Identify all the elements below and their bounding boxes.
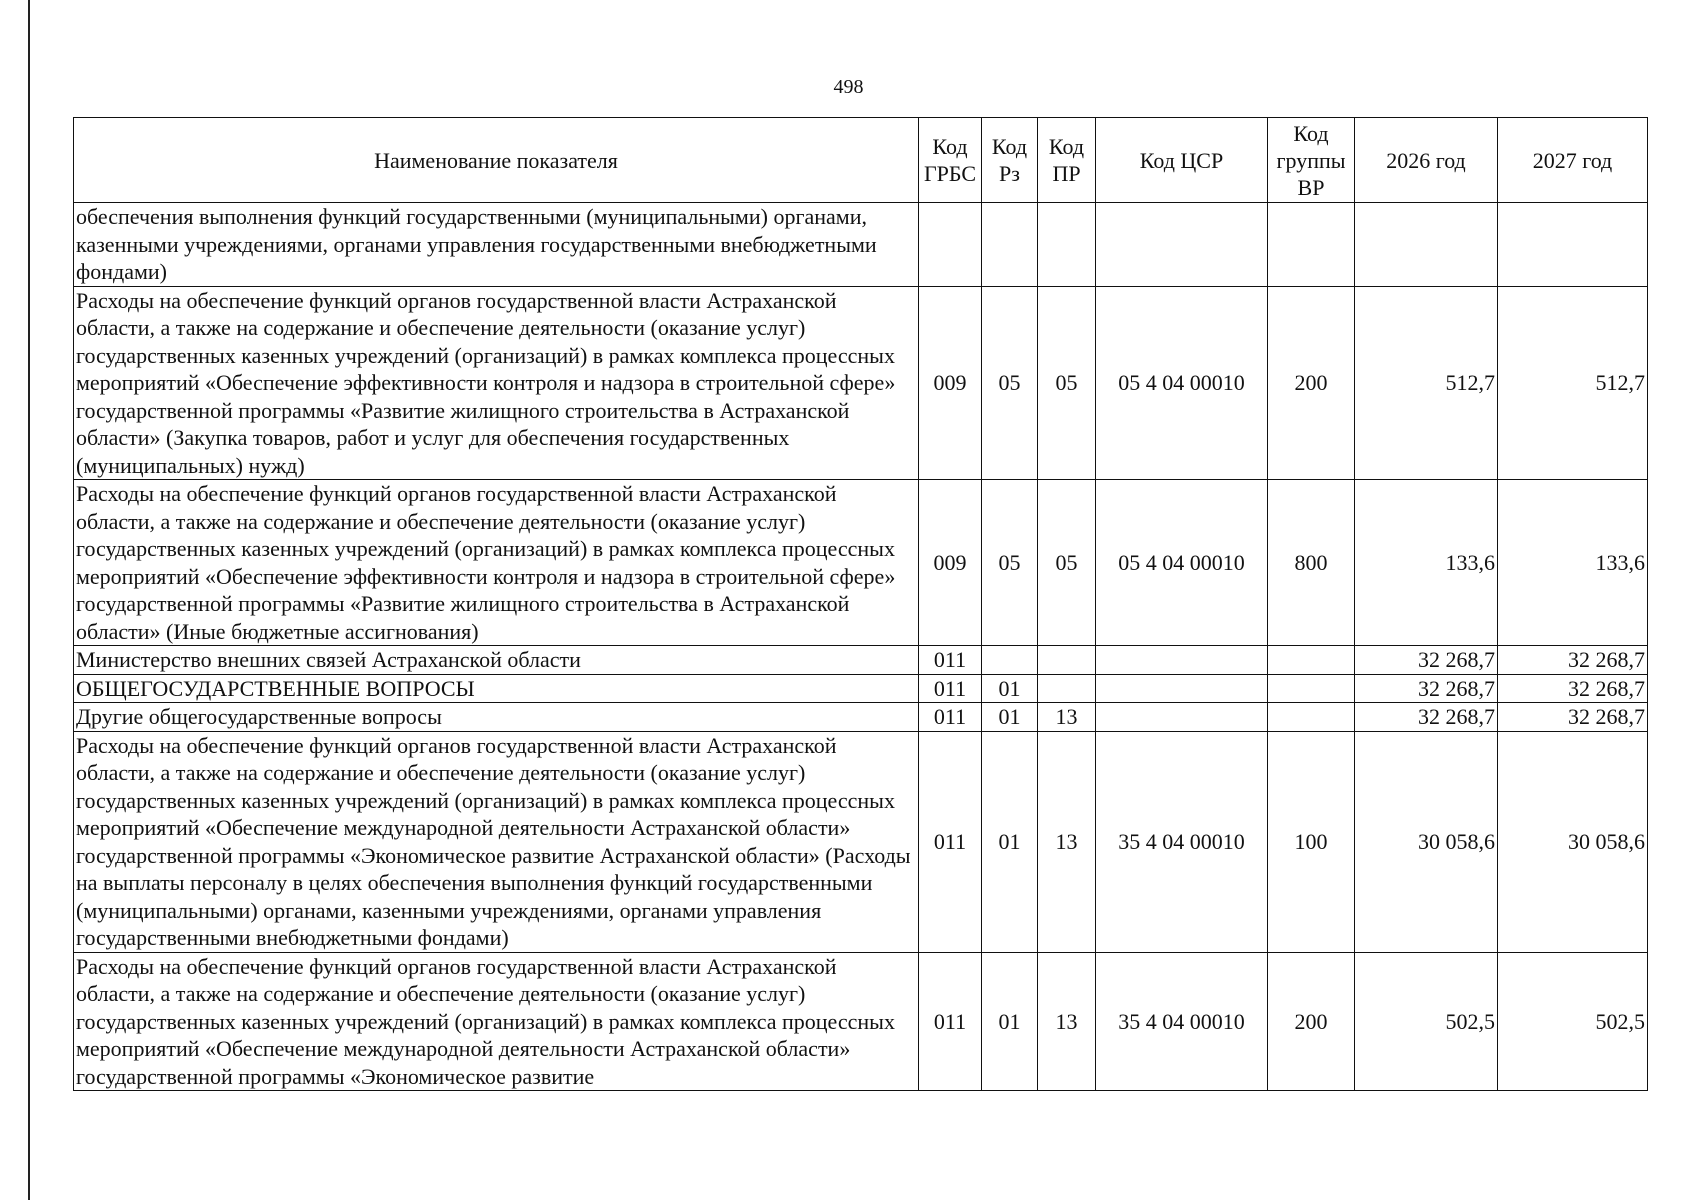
cell-rz: 01: [982, 703, 1038, 732]
cell-2026: 133,6: [1355, 480, 1498, 646]
table-row: [74, 203, 1648, 287]
cell-2026: 30 058,6: [1355, 731, 1498, 952]
cell-2027: [1498, 203, 1648, 287]
cell-csr: 35 4 04 00010: [1096, 952, 1268, 1091]
cell-name: Министерство внешних связей Астраханской области: [74, 646, 919, 675]
header-grbs: Код ГРБС: [919, 118, 982, 203]
cell-2026: 32 268,7: [1355, 703, 1498, 732]
cell-vr: 800: [1268, 480, 1355, 646]
cell-name: Расходы на обеспечение функций органов государственной власти Астраханской области, а также на содержание и обеспечение деятельности (оказание услуг) государственных казенных учреждений (организаций) в рамках комплекса процессных мероприятий «Обеспечение международной деятельности Астраханской области» государственной программы «Экономическое развитие: [74, 952, 919, 1091]
scan-edge-line: [28, 0, 30, 1200]
cell-vr: 200: [1268, 952, 1355, 1091]
cell-2027: 32 268,7: [1498, 703, 1648, 732]
table-row: [74, 674, 1648, 703]
table-row: [74, 703, 1648, 732]
cell-grbs: 009: [919, 480, 982, 646]
cell-pr: 13: [1038, 952, 1096, 1091]
cell-csr: [1096, 646, 1268, 675]
cell-vr: 100: [1268, 731, 1355, 952]
cell-2026: 502,5: [1355, 952, 1498, 1091]
header-2027: 2027 год: [1498, 118, 1648, 203]
cell-pr: [1038, 203, 1096, 287]
cell-vr: [1268, 646, 1355, 675]
header-csr: Код ЦСР: [1096, 118, 1268, 203]
header-rz: Код Рз: [982, 118, 1038, 203]
cell-2027: 512,7: [1498, 286, 1648, 480]
header-name: Наименование показателя: [74, 118, 919, 203]
cell-csr: 05 4 04 00010: [1096, 286, 1268, 480]
cell-2026: 512,7: [1355, 286, 1498, 480]
cell-2027: 32 268,7: [1498, 674, 1648, 703]
cell-rz: 01: [982, 952, 1038, 1091]
cell-vr: 200: [1268, 286, 1355, 480]
cell-pr: [1038, 646, 1096, 675]
header-vr: Код группы ВР: [1268, 118, 1355, 203]
cell-name: обеспечения выполнения функций государственными (муниципальными) органами, казенными учреждениями, органами управления государственными внебюджетными фондами): [74, 203, 919, 287]
cell-2026: [1355, 203, 1498, 287]
cell-rz: 01: [982, 731, 1038, 952]
cell-grbs: [919, 203, 982, 287]
cell-csr: 05 4 04 00010: [1096, 480, 1268, 646]
cell-grbs: 011: [919, 731, 982, 952]
cell-pr: 05: [1038, 480, 1096, 646]
cell-2027: 133,6: [1498, 480, 1648, 646]
cell-2027: 502,5: [1498, 952, 1648, 1091]
cell-csr: [1096, 703, 1268, 732]
table-row: [74, 286, 1648, 480]
cell-grbs: 011: [919, 674, 982, 703]
cell-vr: [1268, 703, 1355, 732]
cell-vr: [1268, 674, 1355, 703]
cell-grbs: 011: [919, 646, 982, 675]
cell-name: Расходы на обеспечение функций органов государственной власти Астраханской области, а также на содержание и обеспечение деятельности (оказание услуг) государственных казенных учреждений (организаций) в рамках комплекса процессных мероприятий «Обеспечение эффективности контроля и надзора в строительной сфере» государственной программы «Развитие жилищного строительства в Астраханской области» (Иные бюджетные ассигнования): [74, 480, 919, 646]
cell-2027: 32 268,7: [1498, 646, 1648, 675]
cell-2026: 32 268,7: [1355, 674, 1498, 703]
table-row: [74, 480, 1648, 646]
cell-rz: 01: [982, 674, 1038, 703]
cell-2026: 32 268,7: [1355, 646, 1498, 675]
cell-csr: [1096, 203, 1268, 287]
page-number: 498: [833, 76, 864, 98]
cell-rz: 05: [982, 286, 1038, 480]
cell-name: Расходы на обеспечение функций органов государственной власти Астраханской области, а также на содержание и обеспечение деятельности (оказание услуг) государственных казенных учреждений (организаций) в рамках комплекса процессных мероприятий «Обеспечение международной деятельности Астраханской области» государственной программы «Экономическое развитие Астраханской области» (Расходы на выплаты персоналу в целях обеспечения выполнения функций государственными (муниципальными) органами, казенными учреждениями, органами управления государственными внебюджетными фондами): [74, 731, 919, 952]
cell-name: ОБЩЕГОСУДАРСТВЕННЫЕ ВОПРОСЫ: [74, 674, 919, 703]
cell-pr: [1038, 674, 1096, 703]
cell-grbs: 011: [919, 703, 982, 732]
cell-grbs: 011: [919, 952, 982, 1091]
cell-csr: 35 4 04 00010: [1096, 731, 1268, 952]
cell-csr: [1096, 674, 1268, 703]
header-pr: Код ПР: [1038, 118, 1096, 203]
cell-pr: 05: [1038, 286, 1096, 480]
table-row: [74, 731, 1648, 952]
cell-rz: [982, 203, 1038, 287]
table-row: [74, 952, 1648, 1091]
table-body: [74, 203, 1648, 1091]
cell-name: Расходы на обеспечение функций органов государственной власти Астраханской области, а также на содержание и обеспечение деятельности (оказание услуг) государственных казенных учреждений (организаций) в рамках комплекса процессных мероприятий «Обеспечение эффективности контроля и надзора в строительной сфере» государственной программы «Развитие жилищного строительства в Астраханской области» (Закупка товаров, работ и услуг для обеспечения государственных (муниципальных) нужд): [74, 286, 919, 480]
cell-rz: [982, 646, 1038, 675]
cell-grbs: 009: [919, 286, 982, 480]
table-header-row: [74, 118, 1648, 203]
header-2026: 2026 год: [1355, 118, 1498, 203]
table-row: [74, 646, 1648, 675]
cell-name: Другие общегосударственные вопросы: [74, 703, 919, 732]
cell-vr: [1268, 203, 1355, 287]
budget-table: [73, 117, 1648, 1091]
cell-pr: 13: [1038, 703, 1096, 732]
cell-rz: 05: [982, 480, 1038, 646]
cell-pr: 13: [1038, 731, 1096, 952]
cell-2027: 30 058,6: [1498, 731, 1648, 952]
